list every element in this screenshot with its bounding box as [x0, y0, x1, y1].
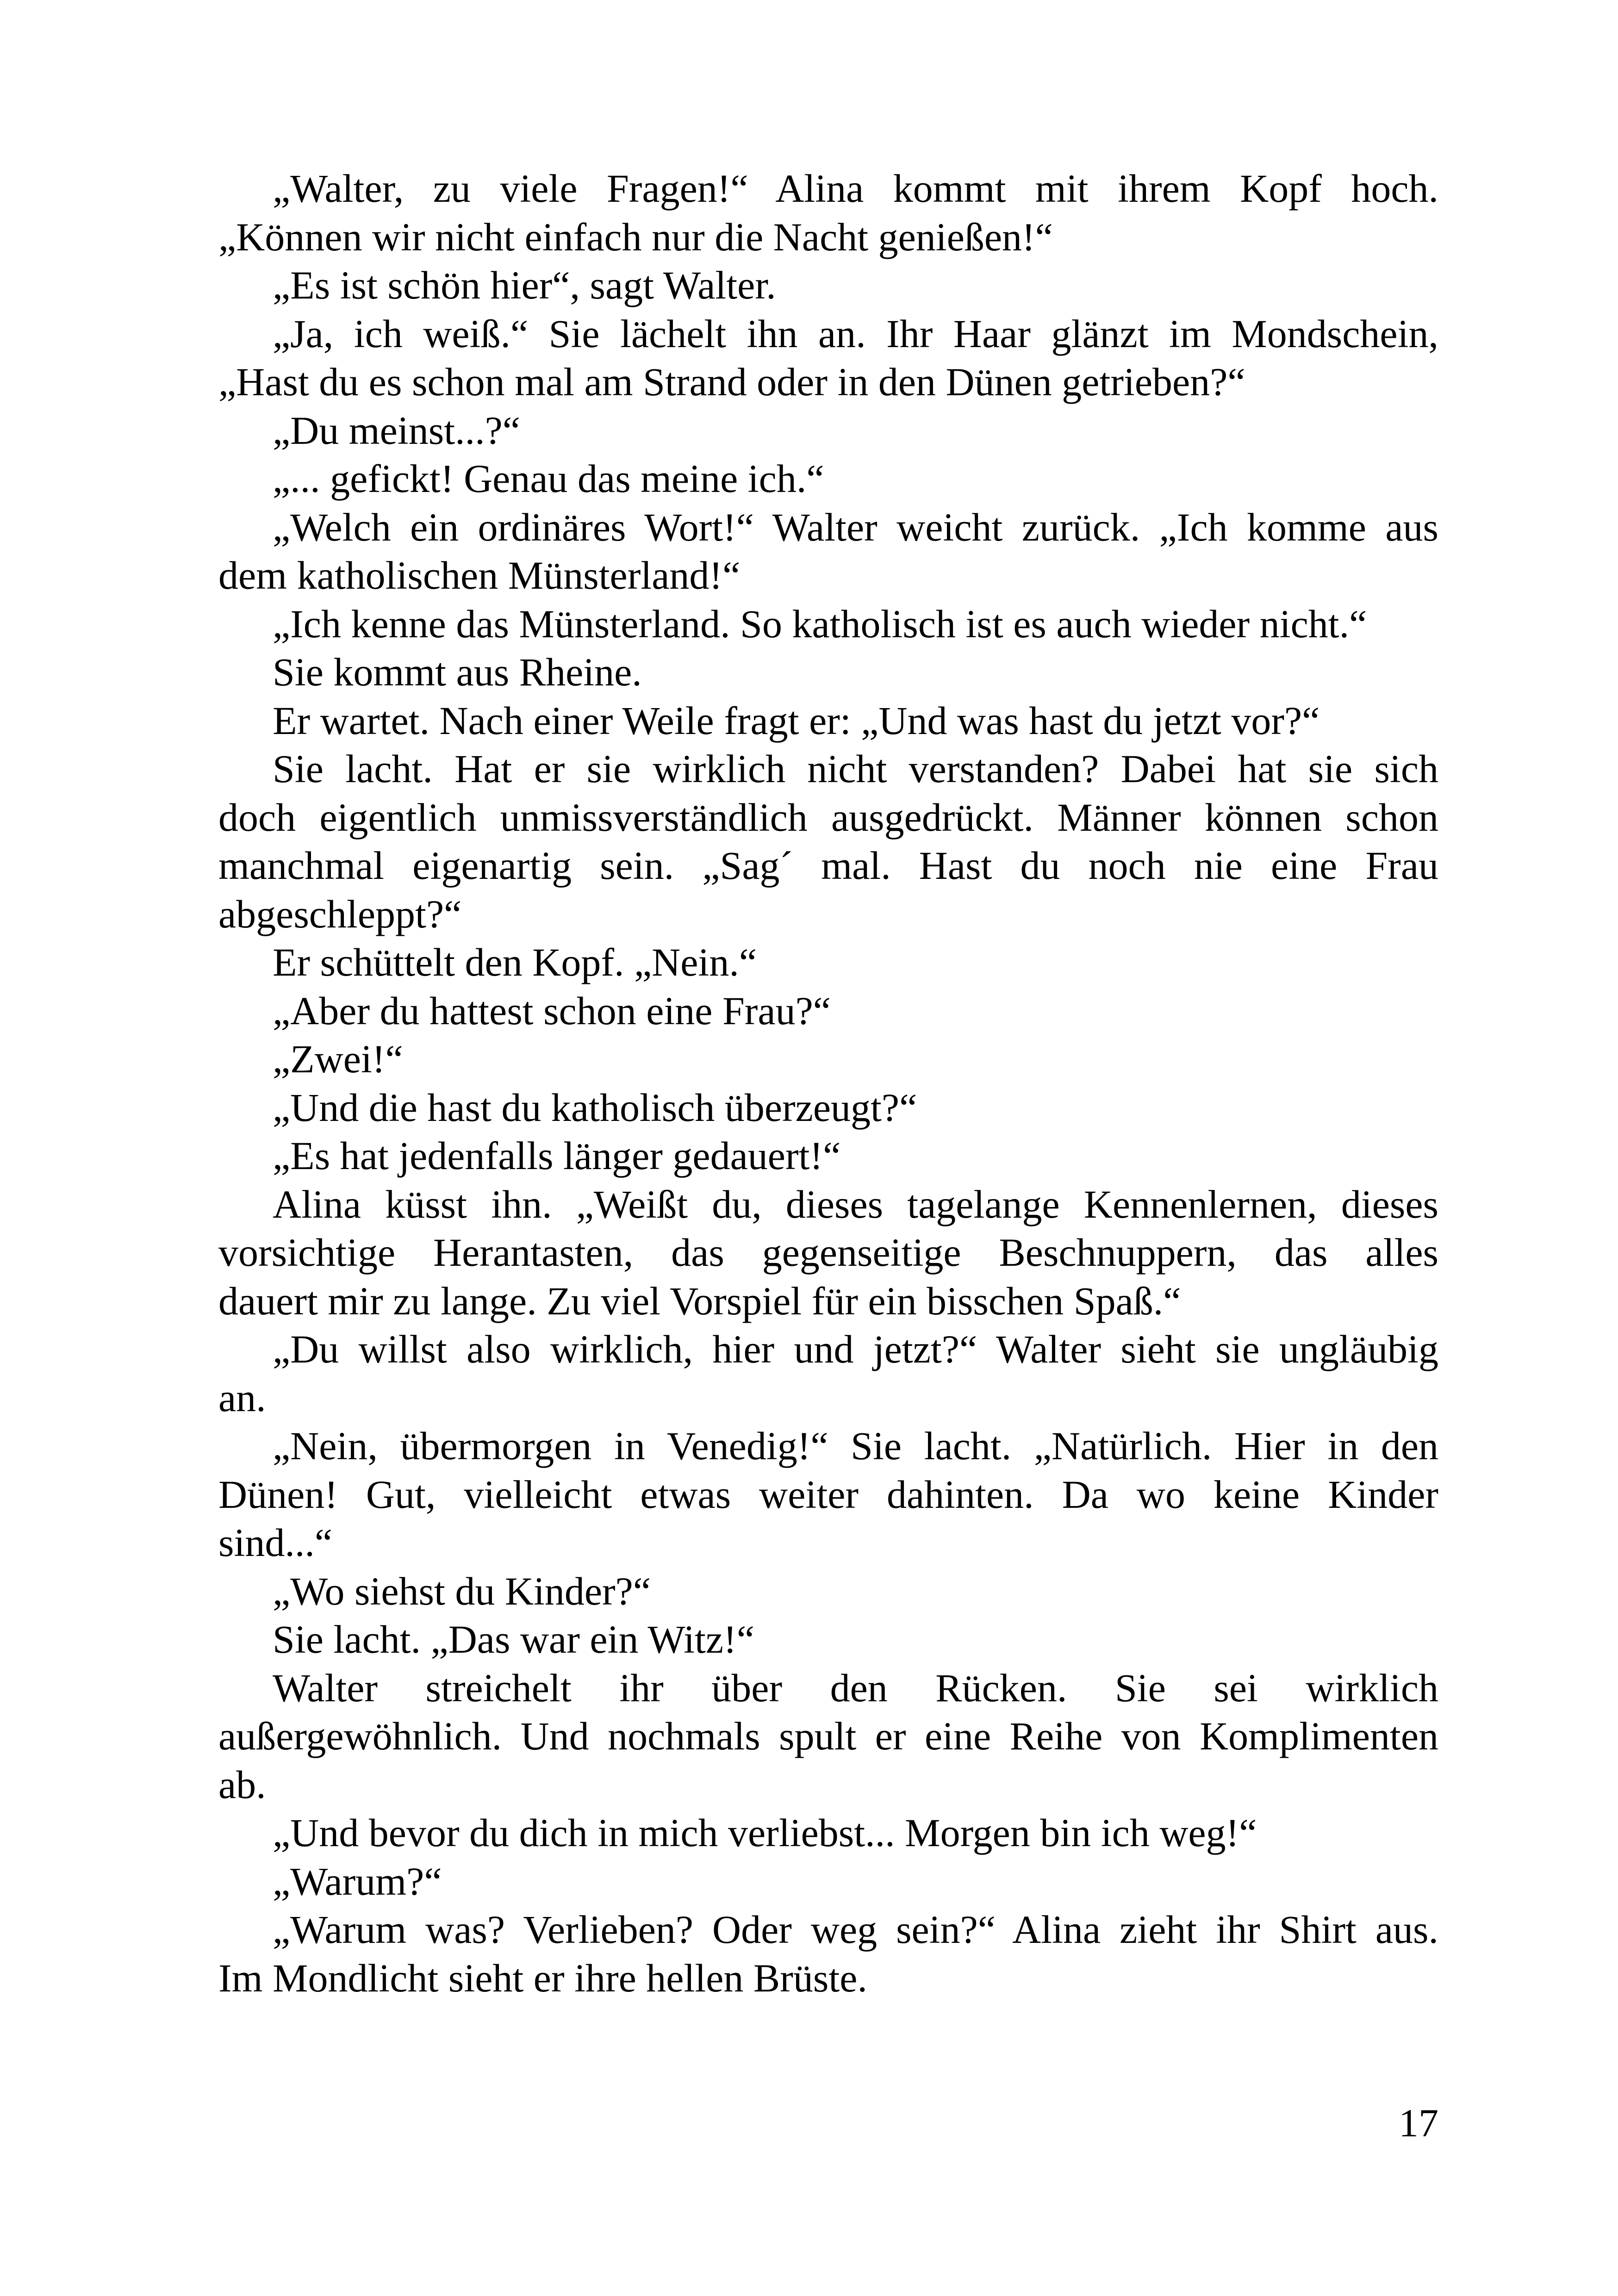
- text-line: manchmal eigenartig sein. „Sag´ mal. Hast du noch nie eine Frau: [218, 843, 1438, 888]
- page-number: 17: [1399, 2101, 1438, 2145]
- text-line: Er schüttelt den Kopf. „Nein.“: [273, 940, 757, 984]
- page-text: [218, 164, 1438, 2002]
- text-line: Sie kommt aus Rheine.: [273, 650, 642, 694]
- text-line: „Und die hast du katholisch überzeugt?“: [273, 1085, 917, 1130]
- text-line: Im Mondlicht sieht er ihre hellen Brüste.: [218, 1955, 867, 2000]
- text-line: „Hast du es schon mal am Strand oder in den Dünen getrieben?“: [218, 360, 1245, 404]
- text-line: Alina küsst ihn. „Weißt du, dieses tagelange Kennenlernen, dieses: [273, 1182, 1438, 1226]
- text-line: „Du meinst...?“: [273, 408, 520, 453]
- text-line: vorsichtige Herantasten, das gegenseitige Beschnuppern, das alles: [218, 1230, 1438, 1275]
- text-line: außergewöhnlich. Und nochmals spult er eine Reihe von Komplimenten: [218, 1714, 1438, 1758]
- text-line: „Können wir nicht einfach nur die Nacht genießen!“: [218, 214, 1053, 259]
- text-line: „Und bevor du dich in mich verliebst... Morgen bin ich weg!“: [273, 1811, 1257, 1855]
- text-line: „Wo siehst du Kinder?“: [273, 1568, 651, 1613]
- text-line: „Ich kenne das Münsterland. So katholisch ist es auch wieder nicht.“: [273, 601, 1367, 646]
- text-line: abgeschleppt?“: [218, 891, 462, 936]
- text-line: Sie lacht. Hat er sie wirklich nicht verstanden? Dabei hat sie sich: [273, 747, 1438, 791]
- text-line: Walter streichelt ihr über den Rücken. Sie sei wirklich: [273, 1665, 1438, 1710]
- text-line: „Warum?“: [273, 1859, 442, 1904]
- text-line: „Welch ein ordinäres Wort!“ Walter weicht zurück. „Ich komme aus: [273, 504, 1438, 549]
- text-line: doch eigentlich unmissverständlich ausgedrückt. Männer können schon: [218, 795, 1438, 840]
- text-line: Er wartet. Nach einer Weile fragt er: „Und was hast du jetzt vor?“: [273, 698, 1320, 743]
- text-line: „... gefickt! Genau das meine ich.“: [273, 456, 824, 501]
- text-line: „Zwei!“: [273, 1037, 403, 1081]
- text-line: „Warum was? Verlieben? Oder weg sein?“ Alina zieht ihr Shirt aus.: [273, 1907, 1438, 1952]
- text-line: dauert mir zu lange. Zu viel Vorspiel für ein bisschen Spaß.“: [218, 1278, 1181, 1323]
- text-line: „Aber du hattest schon eine Frau?“: [273, 988, 831, 1033]
- text-line: „Es ist schön hier“, sagt Walter.: [273, 263, 776, 307]
- text-line: „Ja, ich weiß.“ Sie lächelt ihn an. Ihr Haar glänzt im Mondschein,: [273, 311, 1438, 356]
- text-line: „Du willst also wirklich, hier und jetzt?“ Walter sieht sie ungläubig: [273, 1327, 1438, 1371]
- text-line: ab.: [218, 1762, 266, 1807]
- text-line: an.: [218, 1375, 266, 1420]
- text-line: „Es hat jedenfalls länger gedauert!“: [273, 1133, 841, 1178]
- text-line: sind...“: [218, 1520, 333, 1565]
- text-line: dem katholischen Münsterland!“: [218, 553, 741, 597]
- text-line: „Nein, übermorgen in Venedig!“ Sie lacht. „Natürlich. Hier in den: [273, 1424, 1438, 1468]
- text-line: „Walter, zu viele Fragen!“ Alina kommt mit ihrem Kopf hoch.: [273, 166, 1438, 211]
- text-line: Sie lacht. „Das war ein Witz!“: [273, 1617, 754, 1661]
- text-line: Dünen! Gut, vielleicht etwas weiter dahinten. Da wo keine Kinder: [218, 1472, 1438, 1517]
